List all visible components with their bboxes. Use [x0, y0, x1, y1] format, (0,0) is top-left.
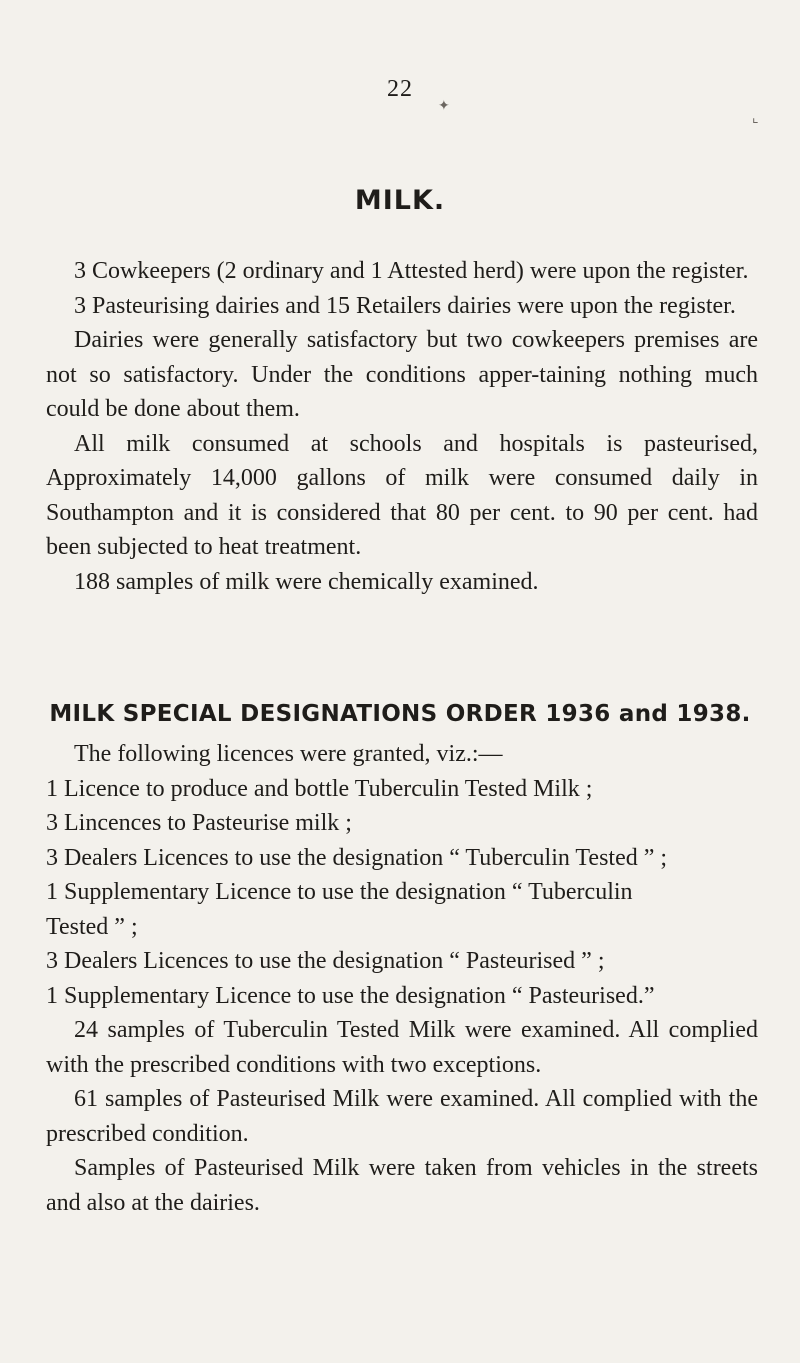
- licence-item: 3 Dealers Licences to use the designation “ Tuberculin Tested ” ;: [46, 844, 668, 871]
- paragraph-pasteurised-samples: 61 samples of Pasteurised Milk were examined. All complied with the prescribed condition.: [46, 1086, 758, 1147]
- paragraph-chemical-samples: 188 samples of milk were chemically examined.: [74, 568, 539, 595]
- print-mark: ✦: [438, 99, 450, 114]
- licence-item: 3 Lincences to Pasteurise milk ;: [46, 810, 352, 836]
- paragraph-dairies-condition: Dairies were generally satisfactory but two cowkeepers premises are not so satisfactory. Under the conditions apper-taining nothing much could be done about them.: [46, 327, 758, 422]
- licence-item: 1 Supplementary Licence to use the designation “ Tuberculin: [46, 879, 633, 905]
- paragraph-tuberculin-samples: 24 samples of Tuberculin Tested Milk were examined. All complied with the prescribed conditions with two exceptions.: [46, 1017, 758, 1078]
- licences-intro: The following licences were granted, viz.:—: [74, 741, 503, 767]
- special-designations-heading: MILK SPECIAL DESIGNATIONS ORDER 1936 and 1938.: [49, 701, 751, 727]
- licence-item: 1 Licence to produce and bottle Tuberculin Tested Milk ;: [46, 775, 593, 802]
- licence-item-continuation: Tested ” ;: [46, 913, 138, 940]
- milk-heading: MILK.: [354, 185, 446, 216]
- licence-item: 1 Supplementary Licence to use the designation “ Pasteurised.”: [46, 982, 655, 1009]
- page-number: 22: [387, 76, 413, 102]
- paragraph-pasteurised-consumption: All milk consumed at schools and hospitals is pasteurised, Approximately 14,000 gallons of milk were consumed daily in Southampton and it is considered that 80 per cent. to 90 per cent. had been subjected to heat treatment.: [46, 430, 758, 560]
- licence-item: 3 Dealers Licences to use the designation “ Pasteurised ” ;: [46, 948, 605, 974]
- print-mark: ⌞: [752, 111, 759, 126]
- special-designations-body: [46, 737, 758, 1220]
- milk-section-body: [46, 254, 758, 599]
- paragraph-cowkeepers: 3 Cowkeepers (2 ordinary and 1 Attested herd) were upon the register.: [74, 258, 749, 284]
- paragraph-vehicle-samples: Samples of Pasteurised Milk were taken from vehicles in the streets and also at the dairies.: [46, 1155, 758, 1216]
- paragraph-dairies-register: 3 Pasteurising dairies and 15 Retailers dairies were upon the register.: [74, 292, 736, 319]
